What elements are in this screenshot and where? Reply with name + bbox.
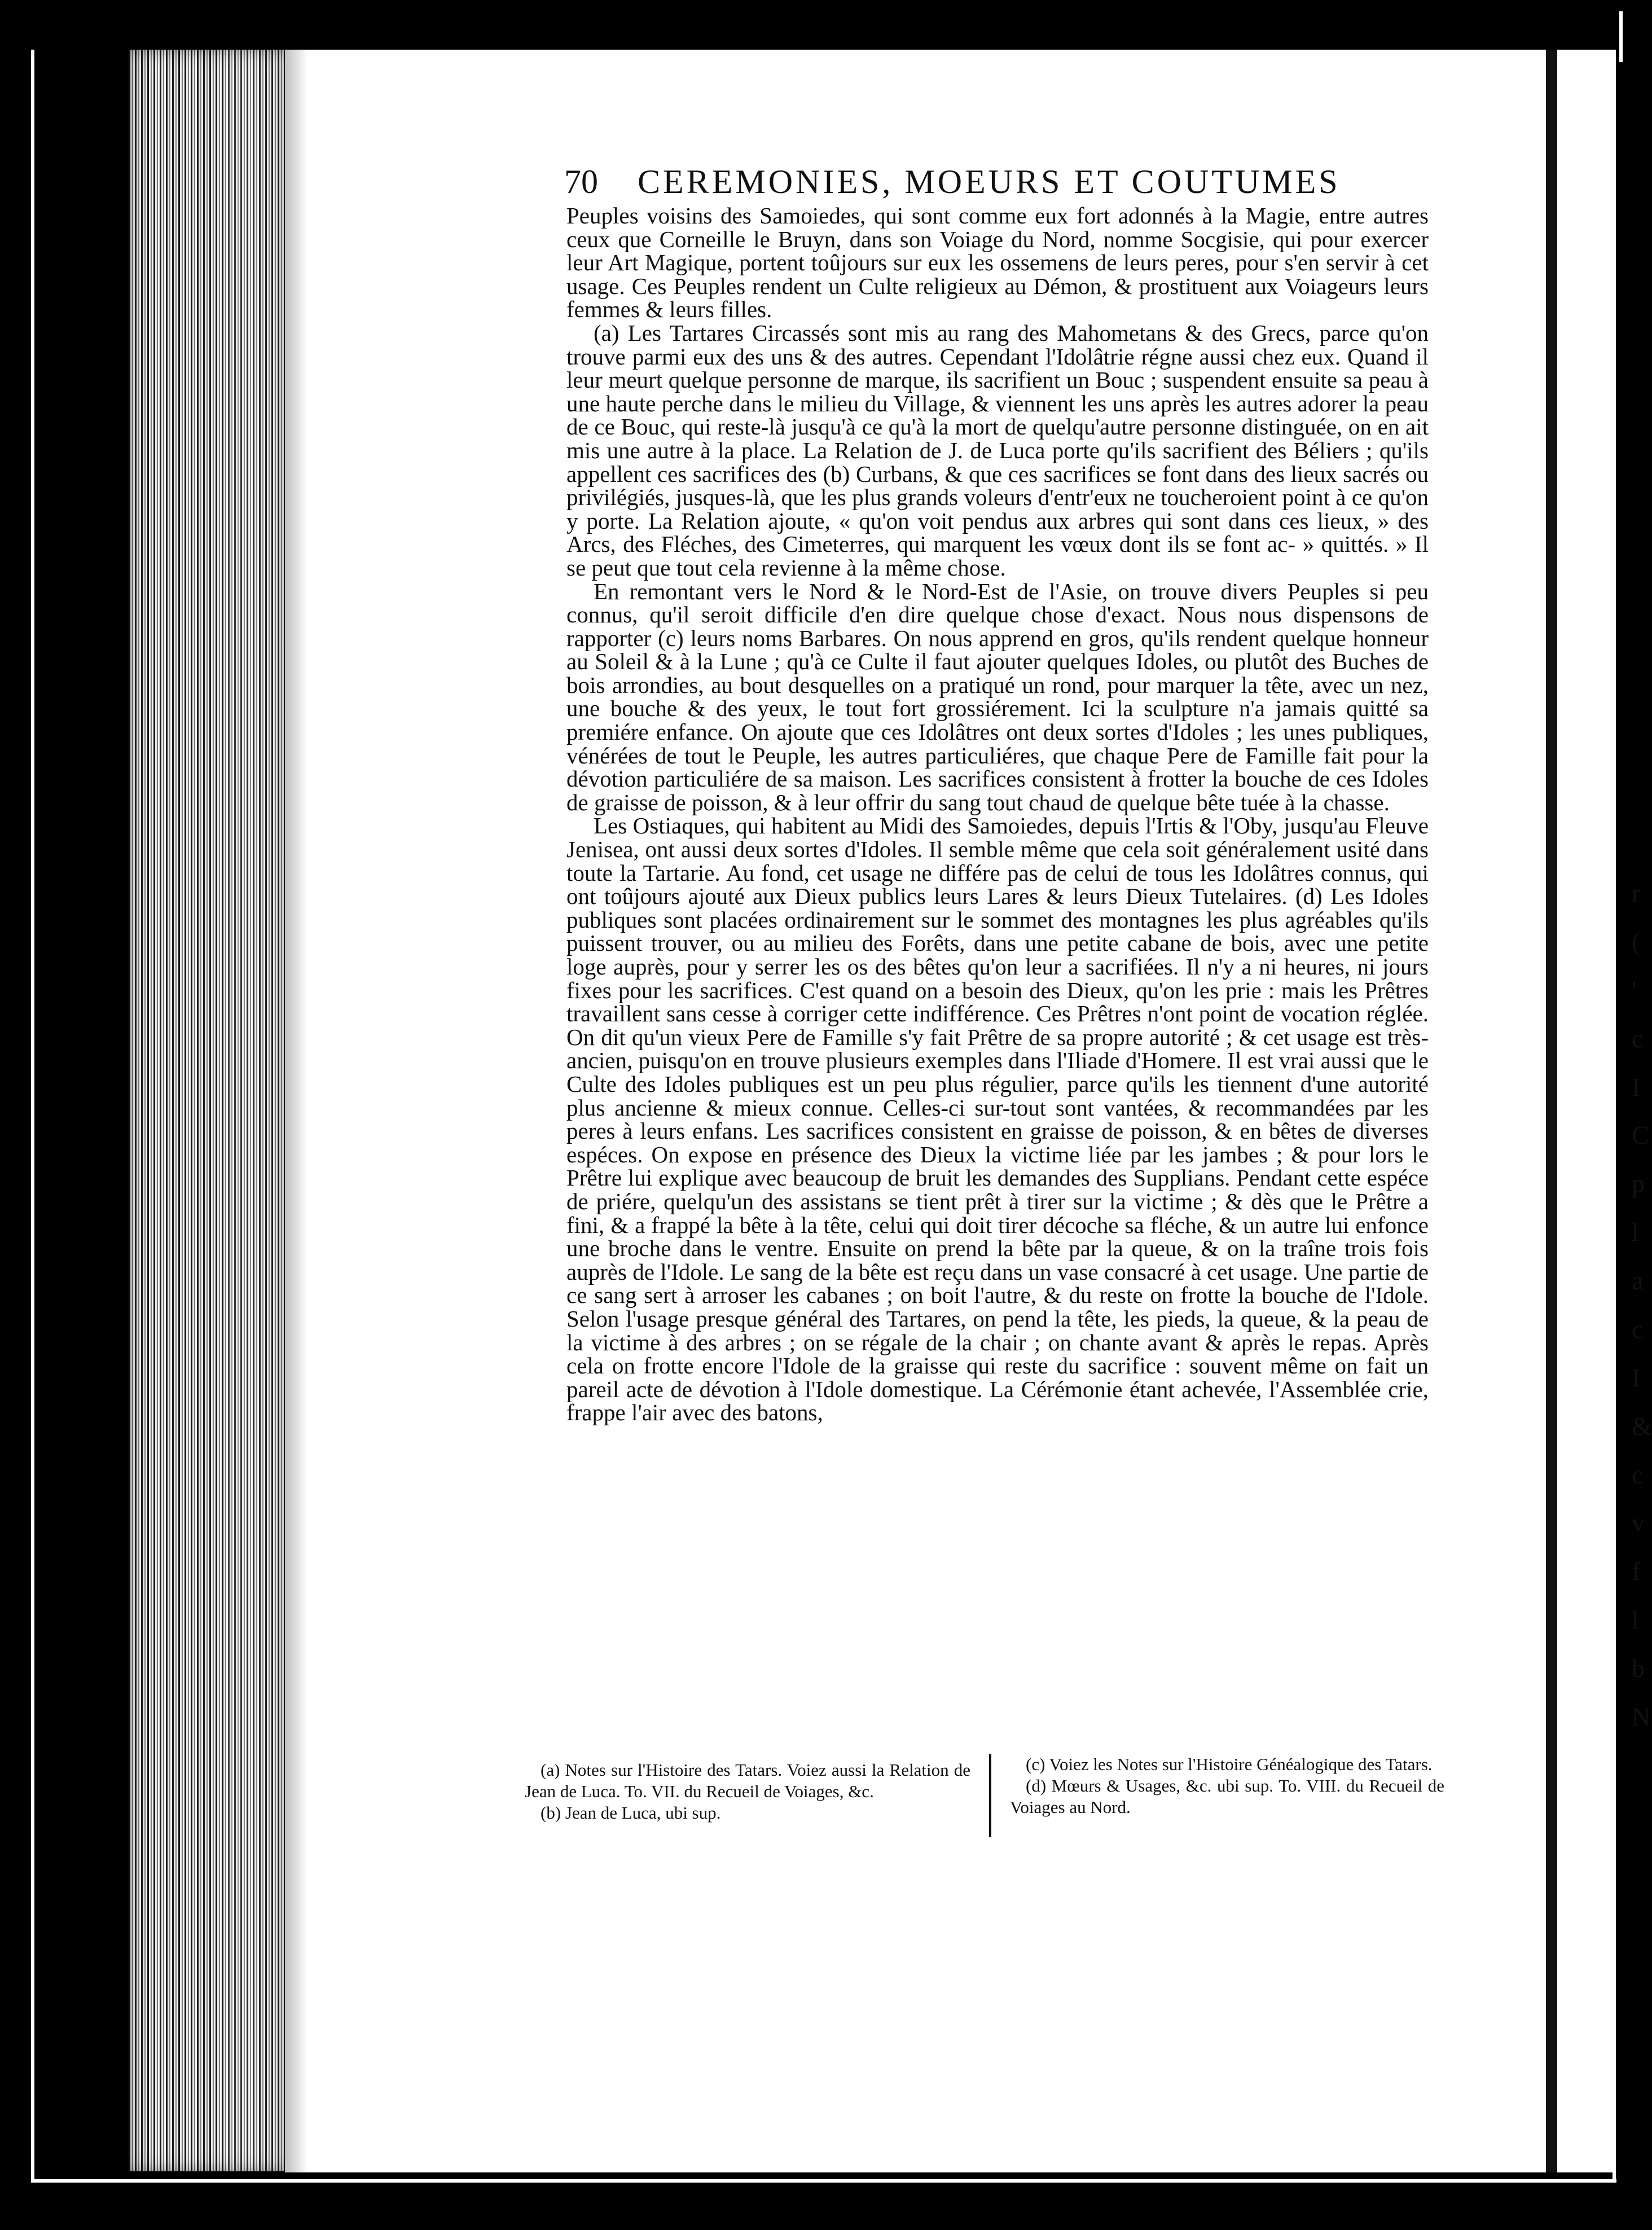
gutter-shadow <box>285 50 307 2172</box>
footnote: (b) Jean de Luca, ubi sup. <box>541 1803 721 1823</box>
facing-page-glyph: c <box>1632 1024 1644 1053</box>
footnote-divider <box>989 1754 991 1837</box>
facing-page-glyph: & <box>1632 1411 1652 1441</box>
footnote: (d) Mœurs & Usages, &c. ubi sup. To. VIII. du Recueil de Voiages au Nord. <box>1010 1776 1444 1817</box>
body-text <box>566 204 1429 1425</box>
facing-page-glyph: v <box>1632 1508 1645 1538</box>
footnotes-right <box>1010 1754 1444 1818</box>
running-header <box>564 159 1388 204</box>
facing-page-glyph: ' <box>1632 975 1637 1004</box>
scan-bottom-border <box>0 2201 1650 2230</box>
page-number: 70 <box>564 163 598 200</box>
facing-page-glyph: C <box>1632 1121 1649 1150</box>
facing-page-glyph: r <box>1632 879 1641 907</box>
paragraph: Les Ostiaques, qui habitent au Midi des Samoiedes, depuis l'Irtis & l'Oby, jusqu'au Fleuve Jenisea, ont aussi deux sortes d'Idoles. Il semble même que cela soit généralement usité dans toute la Tartarie. Au fond, cet usage ne différe pas de celui de tous les Idolâtres connus, qui ont toûjours ajouté aux Dieux publics leurs Lares & leurs Dieux Tutelaires. (d) Les Idoles publiques sont placées ordinairement sur le sommet des montagnes les plus agréables qu'ils puissent trouver, ou au milieu des Forêts, dans une petite cabane de bois, avec une petite loge auprès, pour y serrer les os des bêtes qu'on leur a sacrifiées. Il n'y a ni heures, ni jours fixes pour les sacrifices. C'est quand on a besoin des Dieux, qu'on les prie : mais les Prêtres travaillent sans cesse à corriger cette indifférence. Ces Prêtres n'ont point de vocation réglée. On dit qu'un vieux Pere de Famille s'y fait Prêtre de sa propre autorité ; & cet usage est très-ancien, puisqu'on en trouve plusieurs exemples dans l'Iliade d'Homere. Il est vrai aussi que le Culte des Idoles publiques est un peu plus régulier, parce qu'ils les tiennent d'une autorité plus ancienne & mieux connue. Celles-ci sur-tout sont vantées, & recommandées par les peres à leurs enfans. Les sacrifices consistent en graisse de poisson, & en bêtes de diverses espéces. On expose en présence des Dieux la victime liée par les jambes ; & pour lors le Prêtre lui explique avec beaucoup de bruit les demandes des Supplians. Pendant cette espéce de priére, quelqu'un des assistans se tient prêt à tirer sur la victime ; & dès que le Prêtre a fini, & a frappé la bête à la tête, celui qui doit tirer décoche sa fléche, & un autre lui enfonce une broche dans le ventre. Ensuite on prend la bête par la queue, & on la traîne trois fois auprès de l'Idole. Le sang de la bête est reçu dans un vase consacré à cet usage. Une partie de ce sang sert à arroser les cabanes ; on boit l'autre, & du reste on frotte la bouche de l'Idole. Selon l'usage presque général des Tartares, on pend la tête, les pieds, la queue, & la peau de la victime à des arbres ; on se régale de la chair ; on chante avant & après le repas. Après cela on frotte encore l'Idole de la graisse qui reste du sacrifice : souvent même on fait un pareil acte de dévotion à l'Idole domestique. La Cérémonie étant achevée, l'Assemblée crie, frappe l'air avec des batons, <box>566 813 1429 1426</box>
running-title: CEREMONIES, MOEURS ET COUTUMES <box>638 163 1341 200</box>
footnote: (a) Notes sur l'Histoire des Tatars. Voiez aussi la Relation de Jean de Luca. To. VII. du Recueil de Voiages, &c. <box>525 1760 970 1801</box>
facing-page-glyph: c <box>1632 1460 1644 1489</box>
facing-page-glyph: c <box>1632 1314 1644 1344</box>
facing-page-glyph: ( <box>1632 927 1641 956</box>
paragraph: Peuples voisins des Samoiedes, qui sont comme eux fort adonnés à la Magie, entre autres ceux que Corneille le Bruyn, dans son Voiage du Nord, nomme Socgisie, qui pour exercer leur Art Magique, portent toûjours sur eux les ossemens de leurs peres, pour s'en servir à cet usage. Ces Peuples rendent un Culte religieux au Démon, & prostituent aux Voiageurs leurs femmes & leurs filles. <box>566 203 1429 323</box>
footnote: (c) Voiez les Notes sur l'Histoire Généalogique des Tatars. <box>1026 1754 1433 1774</box>
facing-page-glyph: f <box>1632 1557 1641 1586</box>
scan-frame-bottom <box>31 2179 1616 2183</box>
scan-frame-tick <box>1619 11 1623 62</box>
scan-top-border <box>0 0 1650 50</box>
facing-page-strip <box>1547 50 1613 2172</box>
facing-page-glyph: l <box>1632 1605 1639 1635</box>
paragraph: En remontant vers le Nord & le Nord-Est de l'Asie, on trouve divers Peuples si peu connus, qu'il seroit difficile d'en dire quelque chose d'exact. Nous nous dispensons de rapporter (c) leurs noms Barbares. On nous apprend en gros, qu'ils rendent quelque honneur au Soleil & à la Lune ; qu'à ce Culte il faut ajouter quelques Idoles, ou plutôt des Buches de bois arrondies, au bout desquelles on a pratiqué un rond, pour marquer la tête, avec un nez, une bouche & des yeux, le tout fort grossiérement. Ici la sculpture n'a jamais quitté sa premiére enfance. On ajoute que ces Idolâtres ont deux sortes d'Idoles ; les unes publiques, vénérées de tout le Peuple, les autres particuliéres, que chaque Pere de Famille fait pour la dévotion particuliére de sa maison. Les sacrifices consistent à frotter la bouche de ces Idoles de graisse de poisson, & à leur offrir du sang tout chaud de quelque bête tuée à la chasse. <box>566 578 1429 815</box>
facing-page-glyph: p <box>1632 1169 1645 1199</box>
facing-page-glyph: l <box>1632 1218 1639 1247</box>
facing-page-glyph: N <box>1632 1702 1651 1731</box>
scan-frame-right <box>1613 50 1616 2183</box>
facing-page-glyph: b <box>1632 1654 1645 1683</box>
paragraph: (a) Les Tartares Circassés sont mis au rang des Mahometans & des Grecs, parce qu'on trouve parmi eux des uns & des autres. Cependant l'Idolâtrie régne aussi chez eux. Quand il leur meurt quelque personne de marque, ils sacrifient un Bouc ; suspendent ensuite sa peau à une haute perche dans le milieu du Village, & viennent les uns après les autres adorer la peau de ce Bouc, qui reste-là jusqu'à ce qu'à la mort de quelqu'autre personne distinguée, on en ait mis une autre à la place. La Relation de J. de Luca porte qu'ils sacrifient des Béliers ; qu'ils appellent ces sacrifices des (b) Curbans, & que ces sacrifices se font dans des lieux sacrés ou privilégiés, jusques-là, que les plus grands voleurs d'entr'eux ne toucheroient point à ce qu'on y porte. La Relation ajoute, « qu'on voit pendus aux arbres qui sont dans ces lieux, » des Arcs, des Fléches, des Cimeterres, qui marquent les vœux dont ils se font ac- » quittés. » Il se peut que tout cela revienne à la même chose. <box>566 319 1429 581</box>
facing-page-glyph: I <box>1632 1072 1641 1101</box>
footnotes-left <box>525 1759 970 1824</box>
facing-page-glyph: I <box>1632 1363 1641 1392</box>
scan-frame-left <box>31 50 34 2183</box>
page-edge-shade <box>226 50 288 2171</box>
facing-page-glyph: a <box>1632 1266 1644 1296</box>
